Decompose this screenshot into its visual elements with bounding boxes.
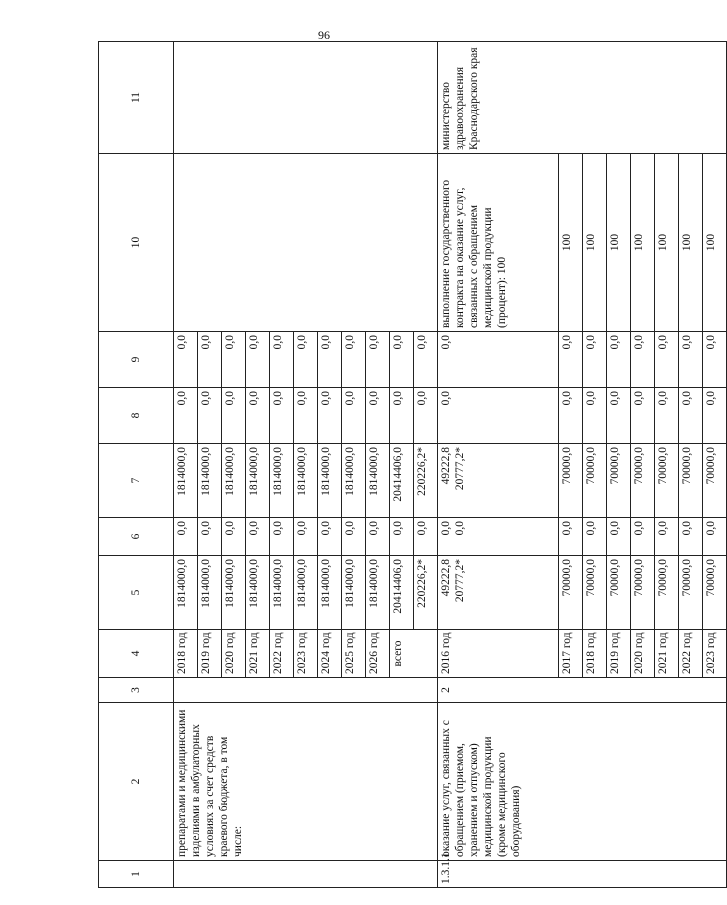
- column-header-6: 6: [99, 518, 174, 556]
- table-row: [174, 42, 198, 888]
- other-funding-cell: 0,0: [607, 332, 631, 388]
- regional-funding-cell: 220226,2*: [414, 444, 438, 518]
- measure-name: препаратами и медицинскими изделиями в амбулаторных условиях за счет средств краевого бюджета, в том числе:: [174, 703, 438, 861]
- value: 49222,8: [440, 447, 452, 485]
- year-cell: 2020 год: [222, 630, 246, 678]
- program-table: [98, 41, 727, 888]
- indicator-value-cell: 100: [631, 154, 655, 332]
- indicator-value-cell: 100: [583, 154, 607, 332]
- federal-funding-cell: 0,0: [342, 518, 366, 556]
- total-funding-cell: 1814000,0: [294, 556, 318, 630]
- measure-number: 1.3.1.1: [438, 861, 727, 888]
- other-funding-cell: 0,0: [414, 332, 438, 388]
- federal-funding-cell: 0,0: [703, 518, 727, 556]
- regional-funding-cell: 1814000,0: [318, 444, 342, 518]
- row-number-cell: [174, 861, 438, 888]
- regional-funding-cell: 70000,0: [703, 444, 727, 518]
- indicator-value-cell: 100: [655, 154, 679, 332]
- federal-funding-cell: 0,0: [198, 518, 222, 556]
- total-funding-cell: 1814000,0: [174, 556, 198, 630]
- local-funding-cell: 0,0: [559, 388, 583, 444]
- regional-funding-cell: 70000,0: [583, 444, 607, 518]
- other-funding-cell: 0,0: [342, 332, 366, 388]
- total-funding-cell: 70000,0: [679, 556, 703, 630]
- other-funding-cell: 0,0: [583, 332, 607, 388]
- local-funding-cell: 0,0: [174, 388, 198, 444]
- year-cell: 2026 год: [366, 630, 390, 678]
- total-funding-cell: 70000,0: [607, 556, 631, 630]
- year-cell: 2021 год: [655, 630, 679, 678]
- regional-funding-cell: 70000,0: [631, 444, 655, 518]
- federal-funding-cell: 0,0: [583, 518, 607, 556]
- result-description: выполнение государственного контракта на оказание услуг, связанных с обращением медицинской продукции (процент): 100: [438, 154, 559, 332]
- column-header-10: 10: [99, 154, 174, 332]
- local-funding-cell: 0,0: [366, 388, 390, 444]
- year-cell: 2017 год: [559, 630, 583, 678]
- year-cell: 2019 год: [198, 630, 222, 678]
- total-funding-cell: 1814000,0: [246, 556, 270, 630]
- federal-funding-cell: 0,0: [318, 518, 342, 556]
- federal-funding-cell: 0,0: [366, 518, 390, 556]
- value: 49222,8: [440, 559, 452, 597]
- value-extra: 20777,2*: [454, 559, 466, 603]
- year-cell: 2023 год: [294, 630, 318, 678]
- regional-funding-cell: 1814000,0: [342, 444, 366, 518]
- local-funding-cell: 0,0: [294, 388, 318, 444]
- column-header-7: 7: [99, 444, 174, 518]
- total-funding-cell: 70000,0: [703, 556, 727, 630]
- total-funding-cell: 70000,0: [559, 556, 583, 630]
- column-header-3: 3: [99, 678, 174, 703]
- federal-funding-cell: 0,0: [414, 518, 438, 556]
- regional-funding-cell: 1814000,0: [174, 444, 198, 518]
- value-extra: 20777,2*: [454, 447, 466, 491]
- year-cell: 2025 год: [342, 630, 366, 678]
- federal-funding-cell: 0,0: [390, 518, 414, 556]
- total-funding-cell: 1814000,0: [198, 556, 222, 630]
- other-funding-cell: 0,0: [318, 332, 342, 388]
- value-extra: 0,0: [454, 521, 466, 536]
- regional-funding-cell: 70000,0: [559, 444, 583, 518]
- federal-funding-cell: 0,0: [174, 518, 198, 556]
- total-funding-cell: 1814000,0: [366, 556, 390, 630]
- year-cell: 2022 год: [679, 630, 703, 678]
- regional-funding-cell: 1814000,0: [294, 444, 318, 518]
- regional-funding-cell: 1814000,0: [366, 444, 390, 518]
- regional-funding-cell: 70000,0: [655, 444, 679, 518]
- total-funding-cell: 70000,0: [655, 556, 679, 630]
- other-funding-cell: 0,0: [390, 332, 414, 388]
- other-funding-cell: 0,0: [655, 332, 679, 388]
- local-funding-cell: 0,0: [198, 388, 222, 444]
- header-row: [99, 42, 174, 888]
- local-funding-cell: 0,0: [679, 388, 703, 444]
- other-funding-cell: 0,0: [294, 332, 318, 388]
- other-funding-cell: 0,0: [703, 332, 727, 388]
- regional-funding-cell: 70000,0: [607, 444, 631, 518]
- regional-funding-cell: 70000,0: [679, 444, 703, 518]
- total-label: всего: [390, 630, 438, 678]
- executor-cell: [174, 42, 438, 154]
- total-funding-cell: 1814000,0: [222, 556, 246, 630]
- other-funding-cell: 0,0: [438, 332, 559, 388]
- status-cell: [174, 678, 438, 703]
- table-row: [438, 42, 559, 888]
- regional-funding-cell: 20414406,0: [390, 444, 414, 518]
- federal-funding-cell: 0,0: [294, 518, 318, 556]
- other-funding-cell: 0,0: [222, 332, 246, 388]
- other-funding-cell: 0,0: [366, 332, 390, 388]
- local-funding-cell: 0,0: [607, 388, 631, 444]
- column-header-11: 11: [99, 42, 174, 154]
- federal-funding-cell: 0,0: [679, 518, 703, 556]
- column-header-5: 5: [99, 556, 174, 630]
- local-funding-cell: 0,0: [246, 388, 270, 444]
- column-header-4: 4: [99, 630, 174, 678]
- federal-funding-cell: [438, 518, 559, 556]
- column-header-8: 8: [99, 388, 174, 444]
- other-funding-cell: 0,0: [679, 332, 703, 388]
- total-funding-cell: [438, 556, 559, 630]
- local-funding-cell: 0,0: [414, 388, 438, 444]
- column-header-1: 1: [99, 861, 174, 888]
- year-cell: 2016 год: [438, 630, 559, 678]
- other-funding-cell: 0,0: [559, 332, 583, 388]
- regional-funding-cell: 1814000,0: [198, 444, 222, 518]
- year-cell: 2018 год: [583, 630, 607, 678]
- year-cell: 2019 год: [607, 630, 631, 678]
- local-funding-cell: 0,0: [438, 388, 559, 444]
- total-funding-cell: 1814000,0: [318, 556, 342, 630]
- regional-funding-cell: 1814000,0: [222, 444, 246, 518]
- federal-funding-cell: 0,0: [559, 518, 583, 556]
- total-funding-cell: 20414406,0: [390, 556, 414, 630]
- regional-funding-cell: [438, 444, 559, 518]
- local-funding-cell: 0,0: [703, 388, 727, 444]
- other-funding-cell: 0,0: [270, 332, 294, 388]
- total-funding-cell: 220226,2*: [414, 556, 438, 630]
- other-funding-cell: 0,0: [631, 332, 655, 388]
- rotated-page-area: [98, 42, 717, 888]
- local-funding-cell: 0,0: [655, 388, 679, 444]
- year-cell: 2021 год: [246, 630, 270, 678]
- indicator-value-cell: 100: [559, 154, 583, 332]
- value: 0,0: [440, 521, 452, 536]
- year-cell: 2023 год: [703, 630, 727, 678]
- result-cell: [174, 154, 438, 332]
- federal-funding-cell: 0,0: [222, 518, 246, 556]
- column-header-9: 9: [99, 332, 174, 388]
- federal-funding-cell: 0,0: [607, 518, 631, 556]
- year-cell: 2020 год: [631, 630, 655, 678]
- total-funding-cell: 70000,0: [631, 556, 655, 630]
- measure-name: оказание услуг, связанных с обращением (приемом, хранением и отпуском) медицинской продукции (кроме медицинского оборудования): [438, 703, 727, 861]
- local-funding-cell: 0,0: [222, 388, 246, 444]
- local-funding-cell: 0,0: [583, 388, 607, 444]
- total-funding-cell: 1814000,0: [342, 556, 366, 630]
- indicator-value-cell: 100: [703, 154, 727, 332]
- other-funding-cell: 0,0: [198, 332, 222, 388]
- local-funding-cell: 0,0: [270, 388, 294, 444]
- year-cell: 2022 год: [270, 630, 294, 678]
- year-cell: 2024 год: [318, 630, 342, 678]
- local-funding-cell: 0,0: [390, 388, 414, 444]
- executor-name: министерство здравоохранения Краснодарского края: [438, 42, 727, 154]
- local-funding-cell: 0,0: [318, 388, 342, 444]
- status-cell: 2: [438, 678, 727, 703]
- total-funding-cell: 1814000,0: [270, 556, 294, 630]
- regional-funding-cell: 1814000,0: [270, 444, 294, 518]
- indicator-value-cell: 100: [679, 154, 703, 332]
- other-funding-cell: 0,0: [246, 332, 270, 388]
- federal-funding-cell: 0,0: [246, 518, 270, 556]
- column-header-2: 2: [99, 703, 174, 861]
- federal-funding-cell: 0,0: [631, 518, 655, 556]
- local-funding-cell: 0,0: [342, 388, 366, 444]
- other-funding-cell: 0,0: [174, 332, 198, 388]
- table-wrapper: [98, 42, 717, 888]
- total-funding-cell: 70000,0: [583, 556, 607, 630]
- regional-funding-cell: 1814000,0: [246, 444, 270, 518]
- federal-funding-cell: 0,0: [270, 518, 294, 556]
- local-funding-cell: 0,0: [631, 388, 655, 444]
- page-number: 96: [318, 28, 330, 42]
- indicator-value-cell: 100: [607, 154, 631, 332]
- year-cell: 2018 год: [174, 630, 198, 678]
- federal-funding-cell: 0,0: [655, 518, 679, 556]
